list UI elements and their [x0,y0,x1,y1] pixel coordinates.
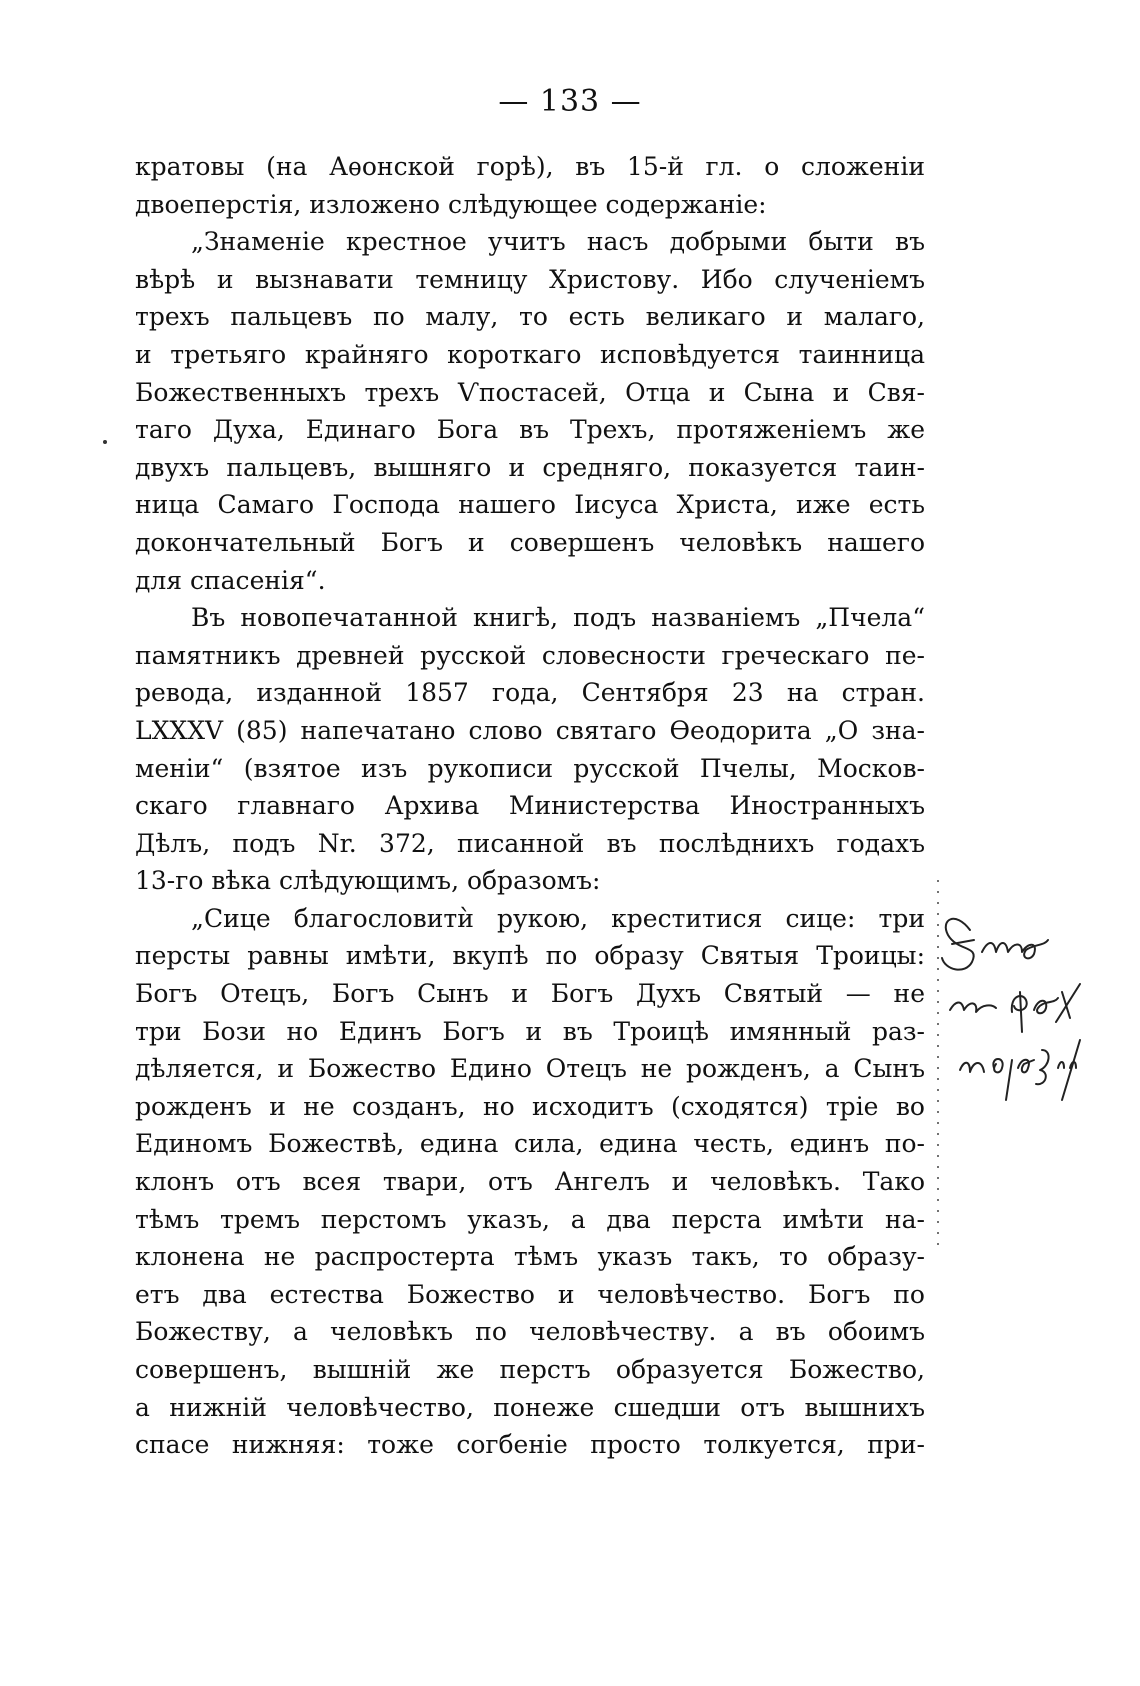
text-line: етъ два естества Божество и человѣчество. Богъ по [135,1279,925,1309]
text-line: рожденъ и не созданъ, но исходитъ (сходятся) тріе во [135,1091,925,1121]
text-line: „Сице благословитѝ рукою, креститися сице: три [191,903,925,933]
text-line: три Бози но Единъ Богъ и въ Троицѣ имянный раз- [135,1016,925,1046]
text-line: ревода, изданной 1857 года, Сентября 23 на стран. [135,678,925,708]
text-line: „Знаменіе крестное учитъ насъ добрыми быти въ [191,227,925,257]
text-line: кратовы (на Аѳонской горѣ), въ 15-й гл. о сложеніи [135,152,925,181]
text-line: спасе нижняя: тоже согбеніе просто толкуется, при- [135,1430,925,1460]
text-line: ница Самаго Господа нашего Іисуса Христа, иже есть [135,490,925,520]
text-line: двоеперстія, изложено слѣдующее содержаніе: [135,189,767,219]
text-line: Богъ Отецъ, Богъ Сынъ и Богъ Духъ Святый — не [135,979,925,1009]
text-line: таго Духа, Единаго Бога въ Трехъ, протяженіемъ же [135,415,925,445]
text-line: двухъ пальцевъ, вышняго и средняго, показуется таин- [135,452,925,482]
text-line: вѣрѣ и вызнавати темницу Христову. Ибо слученіемъ [135,264,925,294]
text-line: тѣмъ тремъ перстомъ указъ, а два перста имѣти на- [135,1204,925,1234]
text-line: а нижній человѣчество, понеже сшедши отъ вышнихъ [135,1392,925,1422]
margin-speck [103,440,107,444]
text-line: Въ новопечатанной книгѣ, подъ названіемъ „Пчела“ [191,603,925,633]
page-number: — 133 — [498,84,642,119]
text-line: трехъ пальцевъ по малу, то есть великаго и малаго, [135,302,925,332]
text-line: Божеству, а человѣкъ по человѣчеству. а въ обоимъ [135,1317,925,1347]
text-line: дѣляется, и Божество Едино Отецъ не рожденъ, а Сынъ [135,1054,925,1084]
text-line: скаго главнаго Архива Министерства Иностранныхъ [135,791,925,821]
text-line: и третьяго крайняго короткаго исповѣдуется таинница [135,339,925,369]
text-line: докончательный Богъ и совершенъ человѣкъ нашего [135,527,925,557]
handwritten-margin-note [930,900,1130,1120]
text-line: для спасенія“. [135,565,326,595]
text-line: Божественныхъ трехъ Ѵпостасей, Отца и Сына и Свя- [135,377,925,407]
text-line: LXXXV (85) напечатано слово святаго Ѳеодорита „О зна- [135,715,925,745]
text-line: Дѣлъ, подъ Nr. 372, писанной въ послѣднихъ годахъ [135,828,925,858]
text-line: 13-го вѣка слѣдующимъ, образомъ: [135,866,601,896]
text-block [135,148,925,1464]
text-line: клонена не распростерта тѣмъ указъ такъ, то образу- [135,1242,925,1272]
text-line: клонъ отъ всея твари, отъ Ангелъ и человѣкъ. Тако [135,1167,925,1197]
text-line: меніи“ (взятое изъ рукописи русской Пчелы, Москов- [135,753,925,783]
text-line: Единомъ Божествѣ, едина сила, едина честь, единъ по- [135,1129,925,1159]
text-line: персты равны имѣти, вкупѣ по образу Святыя Троицы: [135,941,925,971]
text-line: памятникъ древней русской словесности греческаго пе- [135,640,925,670]
text-line: совершенъ, вышній же перстъ образуется Божество, [135,1355,925,1384]
